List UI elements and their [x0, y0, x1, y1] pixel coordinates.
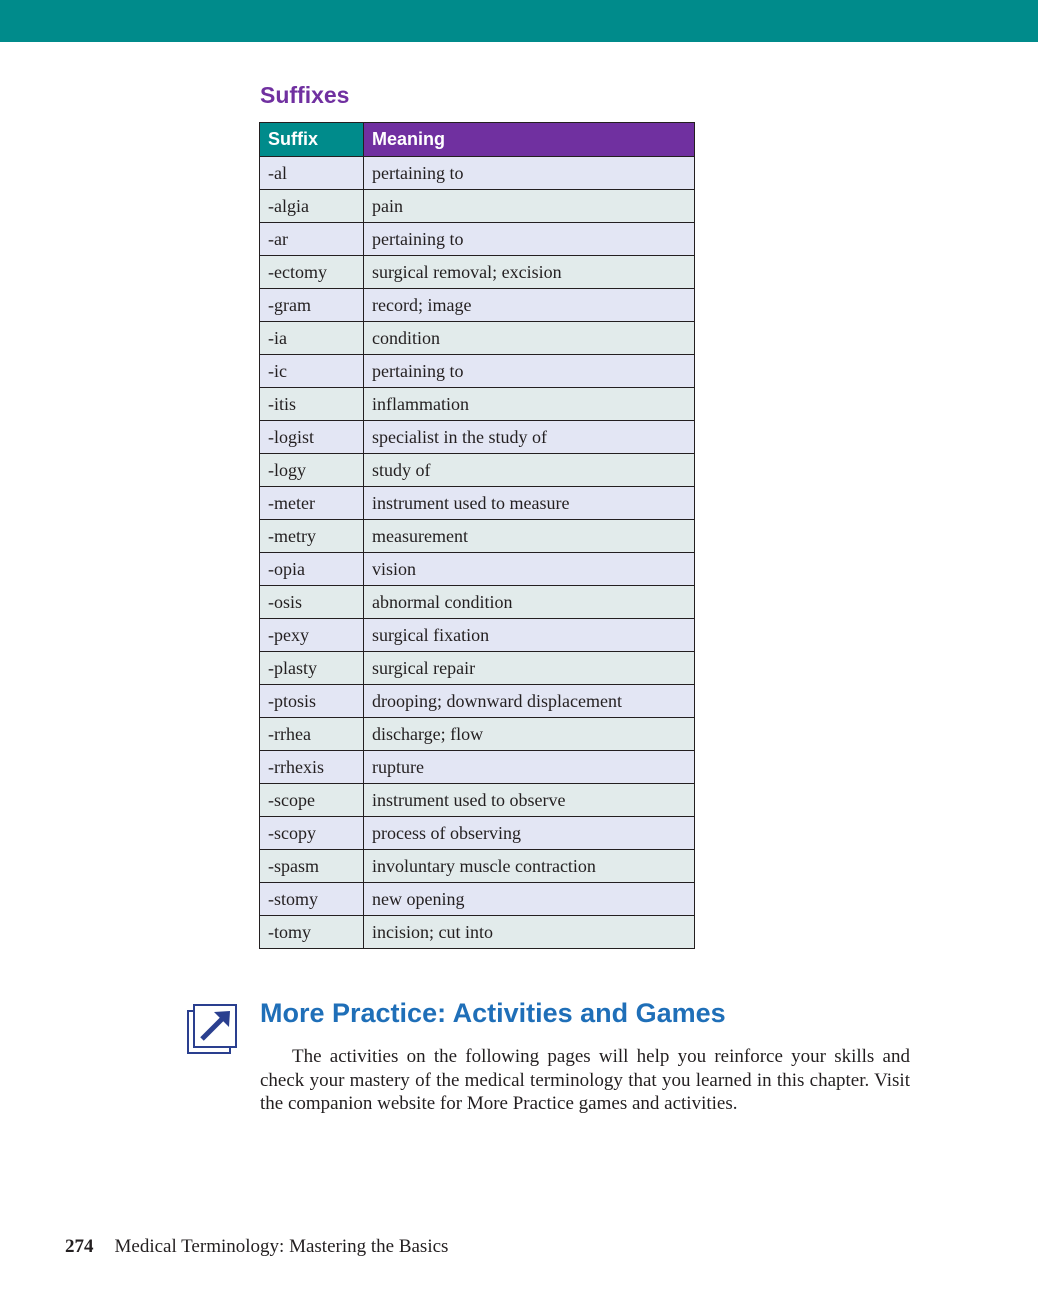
book-title: Medical Terminology: Mastering the Basics: [114, 1236, 449, 1257]
table-row: [260, 388, 695, 421]
table-row: [260, 652, 695, 685]
meaning-cell: new opening: [364, 883, 695, 916]
meaning-cell: inflammation: [364, 388, 695, 421]
suffix-cell: -stomy: [260, 883, 364, 916]
practice-title: More Practice: Activities and Games: [260, 998, 726, 1028]
page-footer: [65, 1236, 448, 1258]
suffix-cell: -scopy: [260, 817, 364, 850]
meaning-cell: discharge; flow: [364, 718, 695, 751]
table-row: [260, 520, 695, 553]
suffix-cell: -logist: [260, 421, 364, 454]
table-header-row: [260, 123, 695, 157]
suffix-cell: -al: [260, 157, 364, 190]
table-row: [260, 157, 695, 190]
meaning-cell: pertaining to: [364, 223, 695, 256]
table-body: [260, 157, 695, 949]
external-link-arrow-icon: [186, 1003, 238, 1055]
meaning-cell: incision; cut into: [364, 916, 695, 949]
meaning-cell: surgical fixation: [364, 619, 695, 652]
table-row: [260, 685, 695, 718]
suffix-cell: -gram: [260, 289, 364, 322]
table-row: [260, 817, 695, 850]
suffix-cell: -ectomy: [260, 256, 364, 289]
meaning-cell: process of observing: [364, 817, 695, 850]
suffix-cell: -rrhea: [260, 718, 364, 751]
meaning-cell: vision: [364, 553, 695, 586]
meaning-cell: record; image: [364, 289, 695, 322]
table-row: [260, 289, 695, 322]
table-row: [260, 586, 695, 619]
suffix-cell: -scope: [260, 784, 364, 817]
section-title: Suffixes: [260, 82, 350, 108]
table-row: [260, 355, 695, 388]
page-number: 274: [65, 1236, 94, 1257]
header-meaning: Meaning: [364, 123, 695, 157]
suffix-cell: -tomy: [260, 916, 364, 949]
suffix-table: [259, 122, 695, 949]
suffix-cell: -ic: [260, 355, 364, 388]
suffix-cell: -ar: [260, 223, 364, 256]
table-row: [260, 256, 695, 289]
meaning-cell: surgical repair: [364, 652, 695, 685]
table-row: [260, 190, 695, 223]
table-row: [260, 619, 695, 652]
table-row: [260, 223, 695, 256]
suffix-cell: -pexy: [260, 619, 364, 652]
table-row: [260, 916, 695, 949]
suffix-cell: -itis: [260, 388, 364, 421]
meaning-cell: rupture: [364, 751, 695, 784]
meaning-cell: pertaining to: [364, 355, 695, 388]
suffix-cell: -spasm: [260, 850, 364, 883]
table-row: [260, 322, 695, 355]
top-color-bar: [0, 0, 1038, 42]
meaning-cell: involuntary muscle contraction: [364, 850, 695, 883]
table-row: [260, 454, 695, 487]
suffix-cell: -opia: [260, 553, 364, 586]
meaning-cell: pain: [364, 190, 695, 223]
suffix-cell: -logy: [260, 454, 364, 487]
meaning-cell: specialist in the study of: [364, 421, 695, 454]
suffix-cell: -meter: [260, 487, 364, 520]
table-row: [260, 883, 695, 916]
suffix-cell: -plasty: [260, 652, 364, 685]
meaning-cell: study of: [364, 454, 695, 487]
suffix-cell: -rrhexis: [260, 751, 364, 784]
meaning-cell: surgical removal; excision: [364, 256, 695, 289]
table-row: [260, 487, 695, 520]
table-row: [260, 421, 695, 454]
suffix-cell: -metry: [260, 520, 364, 553]
meaning-cell: condition: [364, 322, 695, 355]
meaning-cell: drooping; downward displacement: [364, 685, 695, 718]
table-row: [260, 850, 695, 883]
table-row: [260, 784, 695, 817]
table-row: [260, 718, 695, 751]
meaning-cell: abnormal condition: [364, 586, 695, 619]
meaning-cell: instrument used to measure: [364, 487, 695, 520]
practice-paragraph: The activities on the following pages will help you reinforce your skills and check your mastery of the medical terminology that you learned in this chapter. Visit the companion website for More Practice games and activities.: [260, 1046, 910, 1114]
meaning-cell: measurement: [364, 520, 695, 553]
table-row: [260, 751, 695, 784]
suffix-cell: -ia: [260, 322, 364, 355]
suffix-cell: -osis: [260, 586, 364, 619]
table-row: [260, 553, 695, 586]
meaning-cell: instrument used to observe: [364, 784, 695, 817]
suffix-cell: -ptosis: [260, 685, 364, 718]
meaning-cell: pertaining to: [364, 157, 695, 190]
suffix-cell: -algia: [260, 190, 364, 223]
header-suffix: Suffix: [260, 123, 364, 157]
